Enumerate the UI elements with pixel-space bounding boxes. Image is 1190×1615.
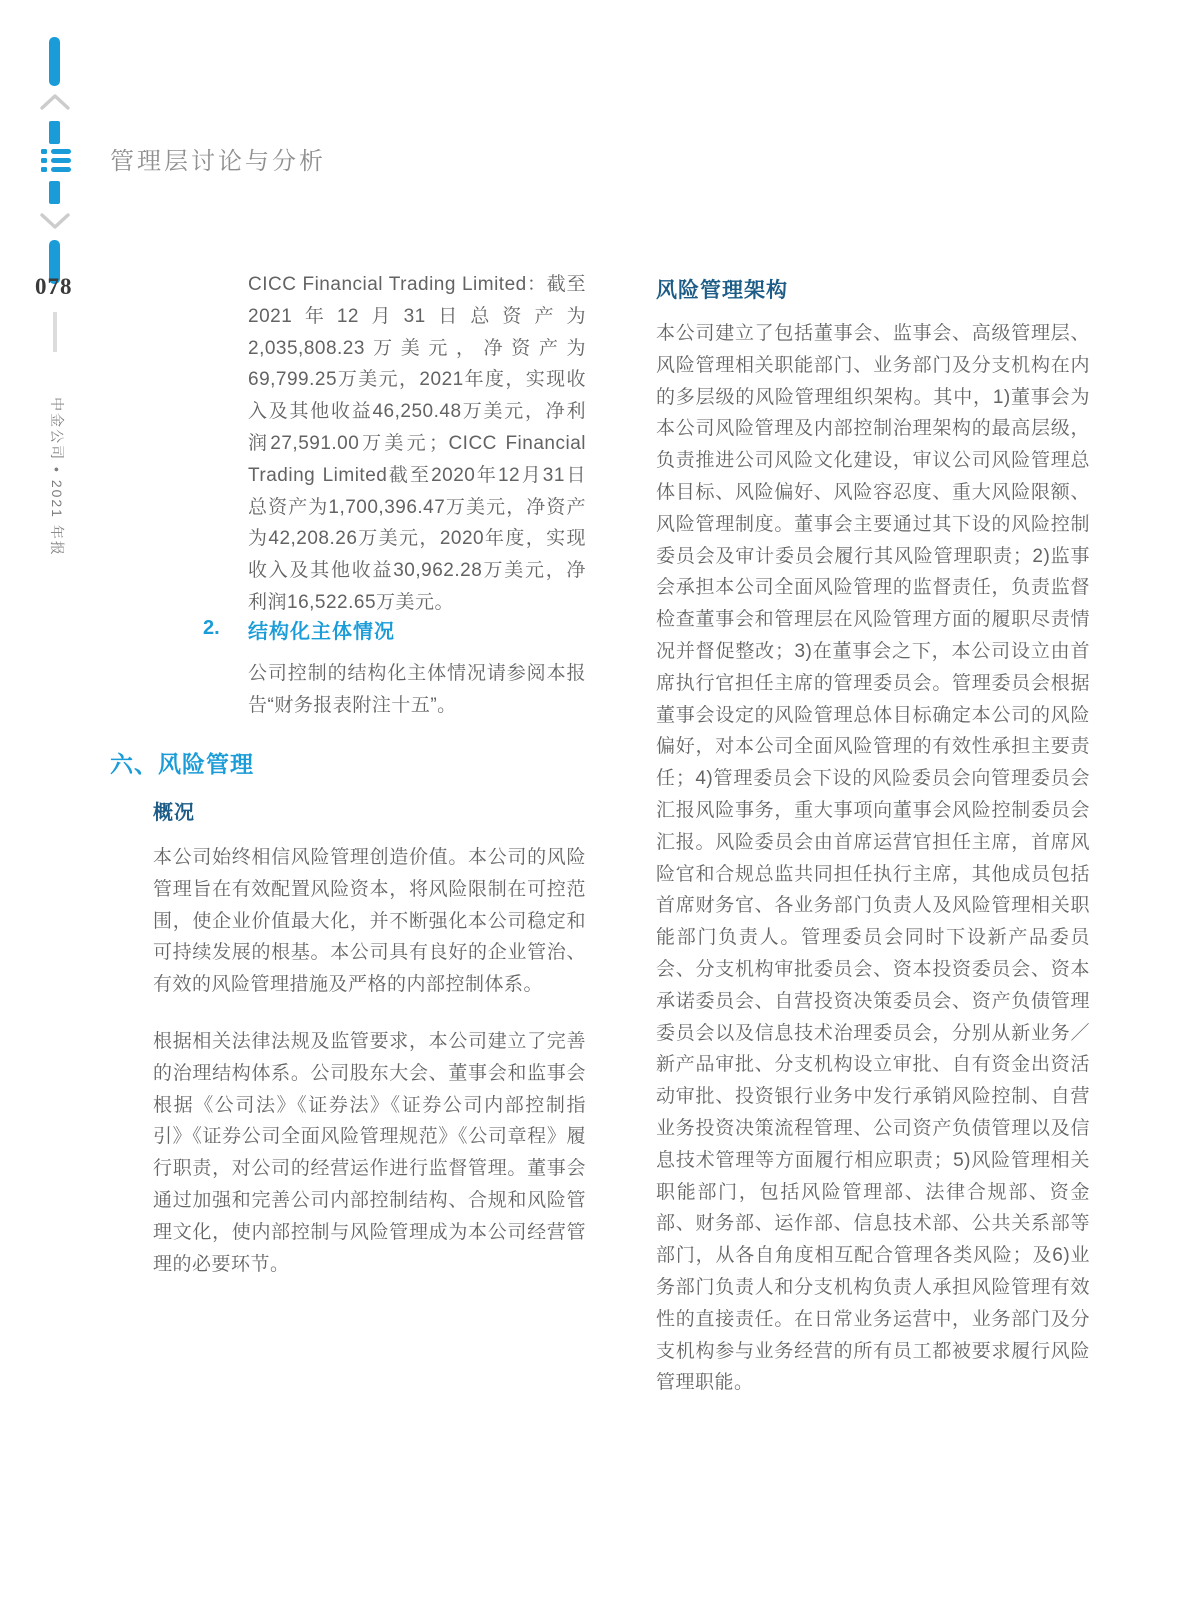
overview-paragraph-2: 根据相关法律法规及监管要求，本公司建立了完善的治理结构体系。公司股东大会、董事会和监事会根据《公司法》《证券法》《证券公司内部控制指引》《证券公司全面风险管理规范》《公司章程》履行职责，对公司的经营运作进行监督管理。董事会通过加强和完善公司内部控制结构、合规和风险管理文化，使内部控制与风险管理成为本公司经营管理的必要环节。 (153, 1031, 586, 1275)
section2-number: 2. (203, 617, 220, 639)
risk-framework-paragraph: 本公司建立了包括董事会、监事会、高级管理层、风险管理相关职能部门、业务部门及分支机构在内的多层级的风险管理组织架构。其中，1)董事会为本公司风险管理及内部控制治理架构的最高层级，负责推进公司风险文化建设，审议公司风险管理总体目标、风险偏好、风险容忍度、重大风险限额、风险管理制度。董事会主要通过其下设的风险控制委员会及审计委员会履行其风险管理职责；2)监事会承担本公司全面风险管理的监督责任，负责监督检查董事会和管理层在风险管理方面的履职尽责情况并督促整改；3)在董事会之下，本公司设立由首席执行官担任主席的管理委员会。管理委员会根据董事会设定的风险管理总体目标确定本公司的风险偏好，对本公司全面风险管理的有效性承担主要责任；4)管理委员会下设的风险委员会向管理委员会汇报风险事务，重大事项向董事会风险控制委员会汇报。风险委员会由首席运营官担任主席，首席风险官和合规总监共同担任执行主席，其他成员包括首席财务官、各业务部门负责人及风险管理相关职能部门负责人。管理委员会同时下设新产品委员会、分支机构审批委员会、资本投资委员会、资本承诺委员会、自营投资决策委员会、资产负债管理委员会以及信息技术治理委员会，分别从新业务／新产品审批、分支机构设立审批、自有资金出资活动审批、投资银行业务中发行承销风险控制、自营业务投资决策流程管理、公司资产负债管理以及信息技术管理等方面履行相应职责；5)风险管理相关职能部门，包括风险管理部、法律合规部、资金部、财务部、运作部、信息技术部、公共关系部等部门，从各自角度相互配合管理各类风险；及6)业务部门负责人和分支机构负责人承担风险管理有效性的直接责任。在日常业务运营中，业务部门及分支机构参与业务经营的所有员工都被要求履行风险管理职能。 (656, 323, 1090, 1394)
sidebar-square-top (49, 121, 60, 144)
spine-divider (53, 312, 57, 352)
page-number: 078 (35, 274, 73, 299)
sidebar-square-bottom (49, 181, 60, 204)
list-icon-row (41, 167, 71, 172)
list-icon (41, 149, 71, 174)
sidebar-top-bar (49, 37, 60, 86)
chevron-up-icon (39, 92, 71, 112)
cicc-financial-paragraph: CICC Financial Trading Limited：截至2021年12月31日总资产为2,035,808.23万美元，净资产为69,799.25万美元，2021年度，实现收入及其他收益46,250.48万美元，净利润27,591.00万美元；CICC Financial Trading Limited截至2020年12月31日总资产为1,700,396.47万美元，净资产为42,208.26万美元，2020年度，实现收入及其他收益30,962.28万美元，净利润16,522.65万美元。 (248, 274, 586, 613)
chevron-down-icon (39, 211, 71, 231)
list-icon-row (41, 149, 71, 154)
section2-body: 公司控制的结构化主体情况请参阅本报告“财务报表附注十五”。 (248, 663, 586, 716)
list-icon-row (41, 158, 71, 163)
spine-text: 中金公司 • 2021 年报 (49, 397, 65, 557)
risk-framework-heading: 风险管理架构 (656, 279, 788, 302)
section2-title: 结构化主体情况 (248, 621, 395, 643)
overview-paragraph-1: 本公司始终相信风险管理创造价值。本公司的风险管理旨在有效配置风险资本，将风险限制在可控范围，使企业价值最大化，并不断强化本公司稳定和可持续发展的根基。本公司具有良好的企业管治、有效的风险管理措施及严格的内部控制体系。 (153, 847, 586, 996)
page-header-title: 管理层讨论与分析 (110, 149, 326, 175)
overview-heading: 概况 (153, 802, 195, 824)
section6-title: 六、风险管理 (110, 751, 254, 777)
